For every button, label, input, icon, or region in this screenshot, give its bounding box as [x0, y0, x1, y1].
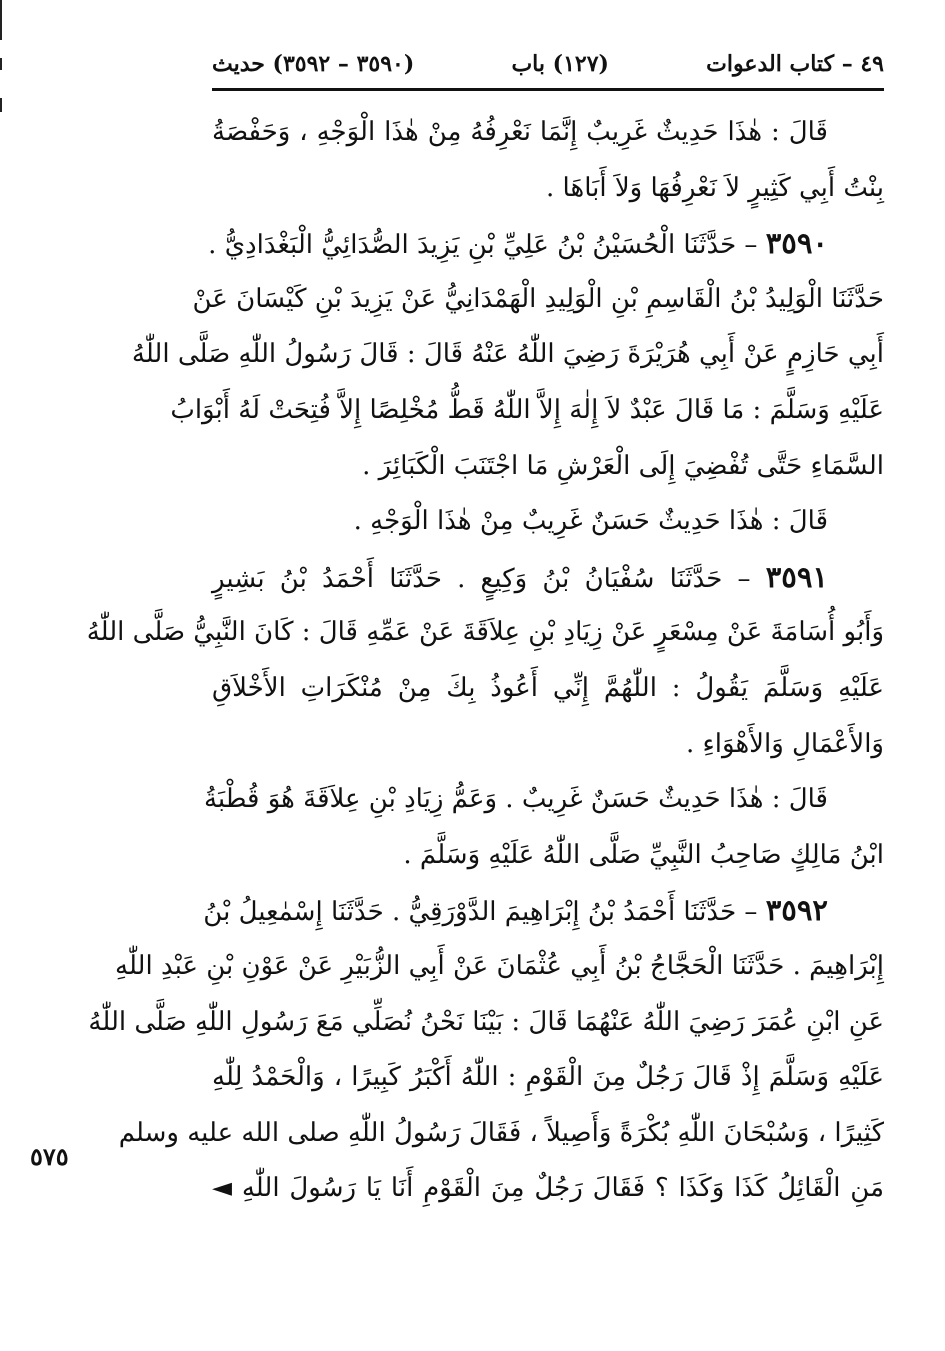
- text-line: [212, 494, 884, 550]
- book-page: [86, 40, 884, 1217]
- line-text: وَأَبُو أُسَامَةَ عَنْ مِسْعَرٍ عَنْ زِيَادِ بْنِ عِلاَقَةَ عَنْ عَمِّهِ قَالَ : كَانَ النَّبِيُّ صَلَّى اللّٰهُ: [86, 617, 884, 648]
- line-text: عَلَيْهِ وَسَلَّمَ : مَا قَالَ عَبْدٌ لاَ إِلٰهَ إِلاَّ اللّٰهُ قَطُّ مُخْلِصًا إِلاَّ فُتِحَتْ لَهُ أَبْوَابُ: [170, 394, 884, 425]
- text-line: [118, 1106, 884, 1162]
- line-text: – حَدَّثَنَا سُفْيَانُ بْنُ وَكِيعٍ . حَدَّثَنَا أَحْمَدُ بْنُ بَشِيرٍ: [212, 563, 766, 594]
- line-text: قَالَ : هٰذَا حَدِيثٌ حَسَنٌ غَرِيبٌ . وَعَمُّ زِيَادِ بْنِ عِلاَقَةَ هُوَ قُطْبَةُ: [203, 784, 828, 815]
- hadith-start-line: [203, 883, 884, 939]
- text-line: [212, 105, 884, 161]
- text-line: [212, 439, 884, 495]
- text-line: [212, 661, 884, 717]
- text-line: [170, 383, 884, 439]
- hadith-text: [86, 105, 884, 1217]
- text-line: [131, 327, 884, 383]
- line-text: قَالَ : هٰذَا حَدِيثٌ غَرِيبٌ إِنَّمَا نَعْرِفُهُ مِنْ هٰذَا الْوَجْهِ ، وَحَفْصَةُ: [212, 117, 828, 147]
- margin-mark-3: [0, 98, 2, 112]
- header-chapter-title: ٤٩ – كتاب الدعوات: [706, 51, 884, 77]
- line-text: عَنِ ابْنِ عُمَرَ رَضِيَ اللّٰهُ عَنْهُمَا قَالَ : بَيْنَا نَحْنُ نُصَلِّي مَعَ رَسُولِ اللّٰهِ صَلَّى اللّٰهُ: [88, 1006, 884, 1037]
- line-text: ابْنُ مَالِكٍ صَاحِبُ النَّبِيِّ صَلَّى اللّٰهُ عَلَيْهِ وَسَلَّمَ .: [403, 839, 884, 870]
- text-line: [88, 995, 884, 1051]
- text-line: [212, 828, 884, 884]
- line-text: حَدَّثَنَا الْوَلِيدُ بْنُ الْقَاسِمِ بْنِ الْوَلِيدِ الْهَمْدَانِيُّ عَنْ يَزِيدَ بْنِ كَيْسَانَ عَنْ: [192, 283, 884, 314]
- line-text: عَلَيْهِ وَسَلَّمَ إِذْ قَالَ رَجُلٌ مِنَ الْقَوْمِ : اللّٰهُ أَكْبَرُ كَبِيرًا ، وَالْحَمْدُ لِلّٰهِ: [212, 1062, 884, 1093]
- line-text: مَنِ الْقَائِلُ كَذَا وَكَذَا ؟ فَقَالَ رَجُلٌ مِنَ الْقَوْمِ أَنَا يَا رَسُولَ اللّٰهِ ◄: [212, 1173, 884, 1204]
- header-hadith-range: (٣٥٩٠ – ٣٥٩٢) حديث: [212, 51, 415, 77]
- text-line: [203, 772, 884, 828]
- line-text: وَالأَعْمَالِ وَالأَهْوَاءِ .: [686, 728, 884, 759]
- text-line: [212, 717, 884, 773]
- page-number: ٥٧٥: [30, 1142, 69, 1171]
- text-line: [192, 272, 884, 328]
- header-section: (١٢٧) باب: [511, 51, 609, 77]
- line-text: كَثِيرًا ، وَسُبْحَانَ اللّٰهِ بُكْرَةً وَأَصِيلاً ، فَقَالَ رَسُولُ اللّٰهِ صلى الله عليه وسلم: [118, 1117, 884, 1148]
- margin-mark-2: [0, 58, 2, 70]
- hadith-number: ٣٥٩٢: [765, 893, 828, 928]
- line-text: – حَدَّثَنَا أَحْمَدُ بْنُ إِبْرَاهِيمَ الدَّوْرَقِيُّ . حَدَّثَنَا إِسْمٰعِيلُ بْنُ: [203, 897, 766, 928]
- hadith-start-line: [208, 216, 884, 272]
- text-line: [115, 939, 884, 995]
- hadith-start-line: [212, 550, 884, 606]
- text-line: [212, 161, 884, 217]
- line-text: عَلَيْهِ وَسَلَّمَ يَقُولُ : اللّٰهُمَّ إِنِّي أَعُوذُ بِكَ مِنْ مُنْكَرَاتِ الأَخْلاَقِ: [212, 672, 884, 703]
- line-text: – حَدَّثَنَا الْحُسَيْنُ بْنُ عَلِيِّ بْنِ يَزِيدَ الصُّدَائِيُّ الْبَغْدَادِيُّ .: [208, 230, 766, 261]
- margin-mark-1: [0, 0, 2, 40]
- line-text: إِبْرَاهِيمَ . حَدَّثَنَا الْحَجَّاجُ بْنُ أَبِي عُثْمَانَ عَنْ أَبِي الزُّبَيْرِ عَنْ عَوْنِ بْنِ عَبْدِ اللّٰهِ: [115, 950, 884, 981]
- header-rule: [212, 88, 884, 91]
- text-line: [86, 605, 884, 661]
- hadith-number: ٣٥٩١: [765, 559, 828, 594]
- text-line: [212, 1161, 884, 1217]
- hadith-number: ٣٥٩٠: [765, 226, 828, 261]
- line-text: السَّمَاءِ حَتَّى تُفْضِيَ إِلَى الْعَرْشِ مَا اجْتَنَبَ الْكَبَائِرَ .: [362, 450, 884, 481]
- text-line: [212, 1050, 884, 1106]
- line-text: بِنْتُ أَبِي كَثِيرٍ لاَ نَعْرِفُهَا وَلاَ أَبَاهَا .: [546, 172, 884, 203]
- line-text: أَبِي حَازِمٍ عَنْ أَبِي هُرَيْرَةَ رَضِيَ اللّٰهُ عَنْهُ قَالَ : قَالَ رَسُولُ اللّٰهِ صَلَّى اللّٰهُ: [131, 339, 884, 370]
- line-text: قَالَ : هٰذَا حَدِيثٌ حَسَنٌ غَرِيبٌ مِنْ هٰذَا الْوَجْهِ .: [353, 506, 828, 537]
- running-header: [212, 40, 884, 88]
